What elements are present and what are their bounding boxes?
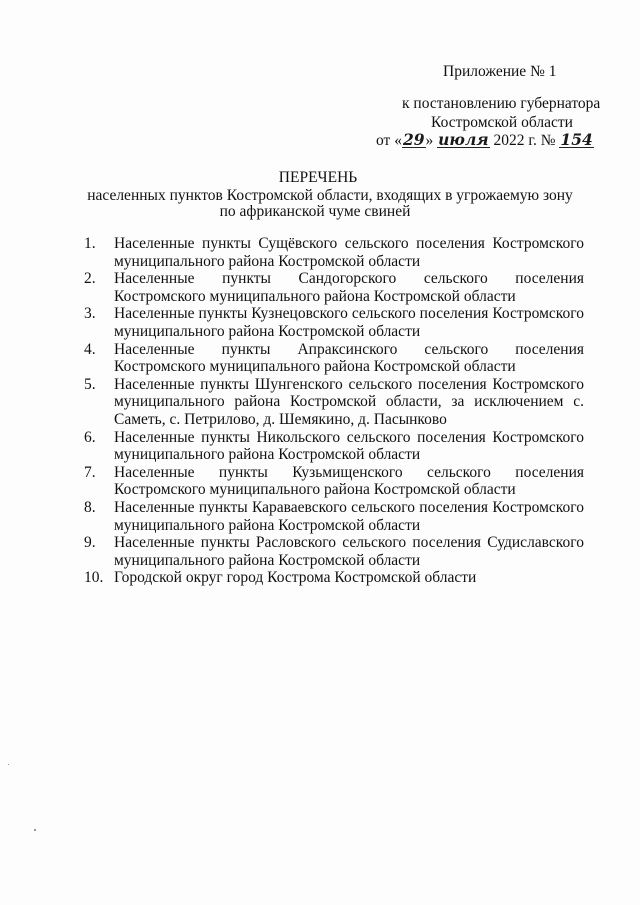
list-item: [84, 235, 584, 270]
date-prefix: от «: [376, 132, 402, 149]
item-number: 10.: [84, 569, 104, 587]
list-item: [84, 341, 584, 376]
resolution-date-line: [376, 132, 594, 150]
document-heading: ПЕРЕЧЕНЬ: [278, 169, 358, 186]
date-mid: »: [425, 132, 434, 149]
item-text: Населенные пункты Сущёвского сельского поселения Костромского муниципального района Костромской области: [114, 235, 584, 270]
item-number: 2.: [84, 270, 96, 288]
list-item: [84, 376, 584, 429]
item-number: 1.: [84, 235, 96, 252]
item-text: Городской округ город Кострома Костромской области: [114, 569, 477, 587]
scan-speck: [34, 829, 36, 831]
item-number: 7.: [84, 463, 96, 481]
list-item: [84, 499, 584, 534]
settlement-list: [84, 235, 584, 587]
list-item: [84, 429, 584, 464]
item-text: Населенные пункты Кузнецовского сельского поселения Костромского муниципального района Костромской области: [114, 305, 584, 340]
item-text: Населенные пункты Расловского сельского поселения Судиславского муниципального района Костромской области: [114, 534, 584, 569]
item-text: Населенные пункты Никольского сельского поселения Костромского муниципального района Костромской области: [114, 428, 584, 464]
region-name: Костромской области: [431, 114, 573, 131]
list-item: [84, 270, 584, 305]
item-text: Населенные пункты Караваевского сельского поселения Костромского муниципального района Костромской области: [114, 498, 584, 534]
item-text: Населенные пункты Шунгенского сельского поселения Костромского муниципального района Костромской области, за исключением с. Саметь, с. Петрилово, д. Шемякино, д. Пасынково: [114, 375, 584, 428]
list-item: [84, 305, 584, 340]
date-year: 2022 г. №: [493, 132, 556, 149]
list-item: [84, 464, 584, 499]
appendix-title: Приложение № 1: [443, 63, 557, 80]
resolution-reference: к постановлению губернатора: [402, 95, 601, 112]
date-day-handwritten: 29: [402, 130, 425, 149]
item-number: 8.: [84, 498, 96, 516]
item-text: Населенные пункты Сандогорского сельского поселения Костромского муниципального района Костромской области: [114, 270, 584, 305]
date-month-handwritten: июля: [438, 130, 489, 149]
resolution-number-handwritten: 154: [560, 130, 593, 149]
item-text: Населенные пункты Кузьмищенского сельского поселения Костромского муниципального района Костромской области: [114, 463, 584, 499]
item-number: 9.: [84, 534, 96, 552]
item-number: 3.: [84, 305, 96, 323]
item-number: 4.: [84, 340, 96, 358]
document-subtitle-line2: по африканской чуме свиней: [219, 203, 411, 220]
item-number: 5.: [84, 375, 96, 393]
list-item: [84, 569, 584, 587]
item-number: 6.: [84, 428, 96, 446]
scan-speck: [8, 764, 9, 765]
list-item: [84, 534, 584, 569]
item-text: Населенные пункты Апраксинского сельского поселения Костромского муниципального района Костромской области: [114, 340, 584, 376]
document-subtitle-line1: населенных пунктов Костромской области, входящих в угрожаемую зону: [87, 187, 573, 204]
